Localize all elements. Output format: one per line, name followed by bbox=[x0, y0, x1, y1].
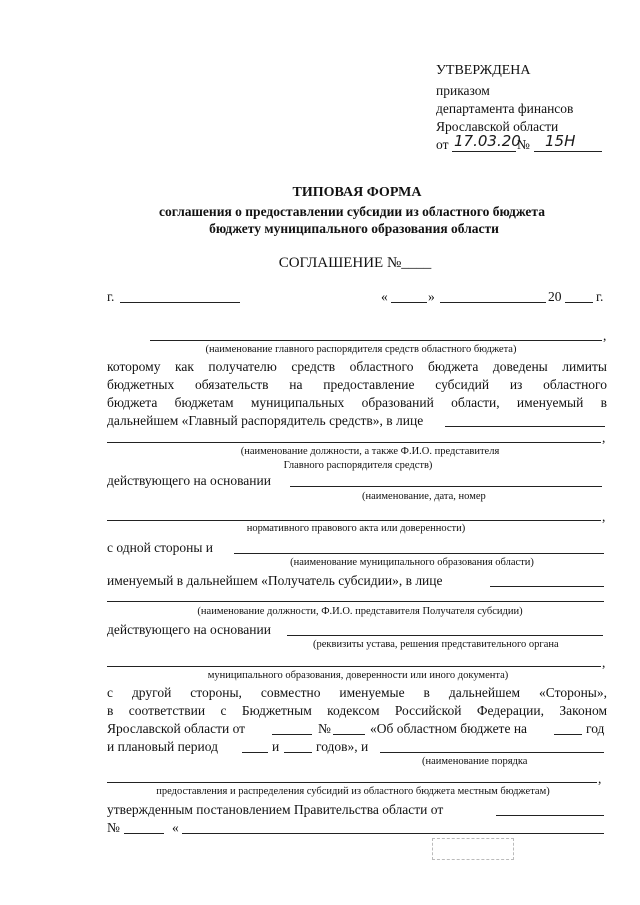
agreement-label: СОГЛАШЕНИЕ №____ bbox=[278, 255, 432, 271]
p2-line-4c: годов», и bbox=[316, 739, 369, 754]
p2-line-1: с другой стороны, совместно именуемые в дальнейшем «Стороны», bbox=[107, 685, 607, 700]
p2-line-3b: № bbox=[318, 721, 331, 736]
one-side: с одной стороны и bbox=[107, 540, 214, 555]
approved-by: утвержденным постановлением Правительства области от bbox=[107, 802, 444, 817]
comma-1: , bbox=[603, 328, 607, 343]
normative-line bbox=[107, 520, 601, 521]
approval-date-prefix: от bbox=[436, 137, 449, 152]
year-line bbox=[565, 302, 593, 303]
p1-line-4-fill bbox=[445, 426, 605, 427]
law-date-line bbox=[272, 734, 312, 735]
hint-recipient-rep: (наименование должности, Ф.И.О. представителя Получателя субсидии) bbox=[197, 606, 523, 617]
hint-municipal-doc: муниципального образования, доверенности или иного документа) bbox=[207, 670, 509, 681]
acting-basis-1: действующего на основании bbox=[107, 473, 271, 488]
approval-line-2: департамента финансов bbox=[436, 101, 574, 116]
faint-stamp-mark bbox=[432, 838, 514, 860]
approved-date-line bbox=[496, 815, 604, 816]
comma-3: , bbox=[602, 509, 606, 524]
city-line bbox=[120, 302, 240, 303]
procedure-line bbox=[107, 782, 597, 783]
approval-title: УТВЕРЖДЕНА bbox=[436, 63, 531, 78]
approval-line-1: приказом bbox=[436, 83, 490, 98]
recipient-line: именуемый в дальнейшем «Получатель субсидии», в лице bbox=[107, 573, 443, 588]
approval-line-3: Ярославской области bbox=[436, 119, 559, 134]
year-suffix: г. bbox=[596, 289, 604, 304]
hint-normative: нормативного правового акта или доверенности) bbox=[246, 523, 466, 534]
day-line bbox=[391, 302, 427, 303]
admin-name-line bbox=[150, 340, 602, 341]
p2-line-3c: «Об областном бюджете на bbox=[370, 721, 528, 736]
resolution-title-line bbox=[182, 833, 604, 834]
law-number-line bbox=[333, 734, 365, 735]
approval-number-line bbox=[534, 151, 602, 152]
acting-basis-1-fill bbox=[290, 486, 602, 487]
approval-number-prefix: № bbox=[517, 137, 530, 152]
hint-municipal: (наименование муниципального образования области) bbox=[290, 557, 534, 568]
plan-year-2-line bbox=[284, 752, 312, 753]
p2-line-2: в соответствии с Бюджетным кодексом Российской Федерации, Законом bbox=[107, 703, 607, 718]
form-subtitle-2: бюджету муниципального образования области bbox=[209, 221, 499, 236]
p1-line-3: бюджета бюджетам муниципальных образований области, именуемый в bbox=[107, 395, 607, 410]
recipient-rep-line bbox=[107, 601, 604, 602]
p2-line-3a: Ярославской области от bbox=[107, 721, 246, 736]
hint-distribution: предоставления и распределения субсидий из областного бюджета местным бюджетам) bbox=[156, 786, 550, 797]
city-prefix: г. bbox=[107, 289, 115, 304]
hint-order: (наименование порядка bbox=[422, 756, 528, 767]
approval-date-line bbox=[452, 151, 516, 152]
p1-line-4: дальнейшем «Главный распорядитель средств», в лице bbox=[107, 413, 424, 428]
hint-charter: (реквизиты устава, решения представительного органа bbox=[313, 639, 559, 650]
resolution-number-line bbox=[124, 833, 164, 834]
p1-line-2: бюджетных обязательств на предоставление субсидий из областного bbox=[107, 377, 607, 392]
hint-position-2: Главного распорядителя средств) bbox=[283, 460, 433, 471]
month-line bbox=[440, 302, 546, 303]
p2-line-4b: и bbox=[272, 739, 280, 754]
municipal-doc-line bbox=[107, 666, 601, 667]
comma-5: , bbox=[598, 771, 602, 786]
one-side-fill bbox=[234, 553, 604, 554]
date-quote-open: « bbox=[381, 289, 388, 304]
acting-basis-2: действующего на основании bbox=[107, 622, 271, 637]
p2-line-4a: и плановый период bbox=[107, 739, 218, 754]
acting-basis-2-fill bbox=[287, 635, 603, 636]
p2-line-3d: год bbox=[586, 721, 605, 736]
form-subtitle-1: соглашения о предоставлении субсидии из областного бюджета bbox=[159, 204, 545, 219]
recipient-line-fill bbox=[490, 586, 604, 587]
position-line bbox=[107, 442, 601, 443]
no-label: № bbox=[107, 820, 120, 835]
p1-line-1: которому как получателю средств областного бюджета доведены лимиты bbox=[107, 359, 607, 374]
hint-position-1: (наименование должности, а также Ф.И.О. представителя bbox=[240, 446, 500, 457]
quote-mark: « bbox=[172, 820, 179, 835]
hint-admin: (наименование главного распорядителя средств областного бюджета) bbox=[205, 344, 517, 355]
comma-4: , bbox=[602, 655, 606, 670]
form-title: ТИПОВАЯ ФОРМА bbox=[292, 185, 422, 200]
plan-year-1-line bbox=[242, 752, 268, 753]
budget-year-line bbox=[554, 734, 582, 735]
comma-2: , bbox=[602, 430, 606, 445]
year-prefix: 20 bbox=[548, 289, 562, 304]
approval-number-handwritten: 15Н bbox=[545, 132, 576, 150]
approval-date-handwritten: 17.03.20 bbox=[454, 132, 521, 150]
date-quote-close: » bbox=[428, 289, 435, 304]
p2-line-4-fill bbox=[380, 752, 604, 753]
hint-name-date: (наименование, дата, номер bbox=[362, 491, 486, 502]
